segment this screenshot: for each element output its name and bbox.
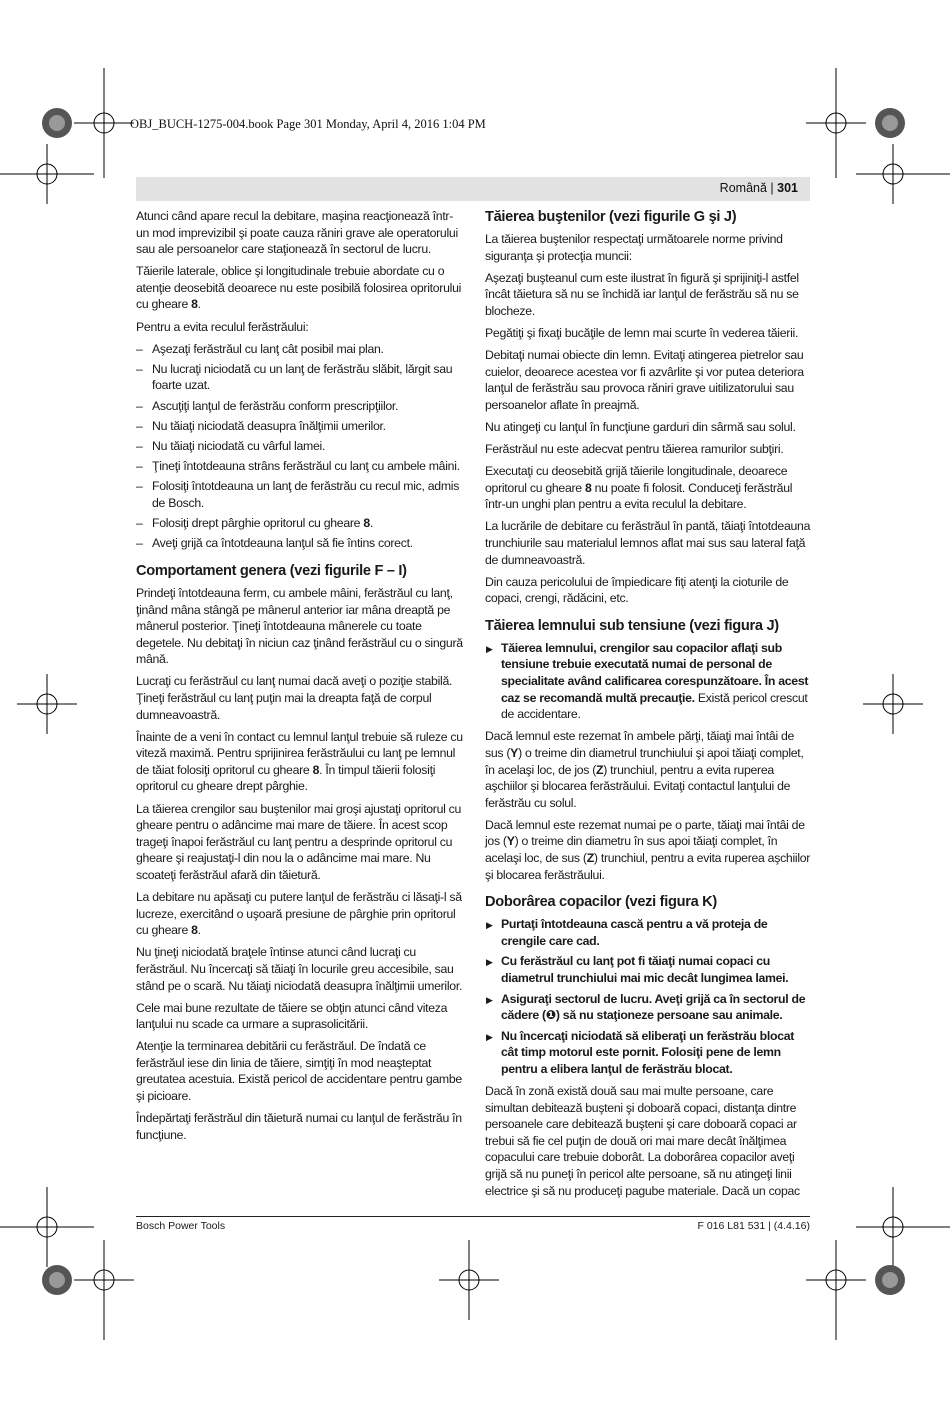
paragraph: Atenţie la terminarea debitării cu ferăstrăul. De îndată ce ferăstrăul iese din linia de tăiere, simţiţi în mod neaşteptat greutatea acestuia. Există pericol de accidentare pentru gambe şi picioare. <box>136 1039 462 1104</box>
paragraph: Pentru a evita reculul ferăstrăului: <box>136 319 309 334</box>
registration-mark-icon <box>806 68 950 204</box>
page-number: 301 <box>777 181 798 195</box>
warning-item: ▶ Purtaţi întotdeauna cască pentru a vă proteja de crengile care cad. <box>485 916 813 949</box>
paragraph: Executaţi cu deosebită grijă tăierile longitudinale, deoarece opritorul cu gheare 8 nu poate fi folosit. Conduceţi ferăstrăul într-un unghi plan pentru a evita reculul la debitare. <box>485 464 793 512</box>
list-item: – Nu tăiaţi niciodată deasupra înălţimii umerilor. <box>136 418 464 435</box>
paragraph: La debitare nu apăsaţi cu putere lanţul de ferăstrău ci lăsaţi-l să lucreze, exercitând o uşoară presiune de pârghie prin opritorul cu gheare 8. <box>136 890 462 938</box>
list-item: – Ascuţiţi lanţul de ferăstrău conform prescripţiilor. <box>136 398 464 415</box>
list-item: – Folosiţi drept pârghie opritorul cu gheare 8. <box>136 515 464 532</box>
dash-list <box>136 341 464 552</box>
footer-brand: Bosch Power Tools <box>136 1220 226 1232</box>
section-heading: Doborârea copacilor (vezi figura K) <box>485 894 717 911</box>
warning-list <box>485 640 813 723</box>
fall-zone-symbol-icon: ❶ <box>545 1008 556 1023</box>
paragraph: Înainte de a veni în contact cu lemnul lanţul trebuie să ruleze cu viteză maximă. Pentru sprijinirea ferăstrăului cu lanţ pe lemnul de tăiat folosiţi opritorul cu gheare 8. În timpul tăierii folosiţi opritorul cu gheare drept pârghie. <box>136 729 463 794</box>
paragraph: La tăierea buştenilor respectaţi următoarele norme privind siguranţa şi protecţia muncii: <box>485 232 783 263</box>
paragraph: Atunci când apare recul la debitare, maşina reacţionează într-un mod imprevizibil şi poate cauza răniri grave ale operatorului sau ale persoanelor care staţionează în sectorul de lucru. <box>136 209 458 257</box>
section-heading: Tăierea lemnului sub tensiune (vezi figura J) <box>485 617 779 634</box>
header-language: Română <box>719 181 767 195</box>
paragraph: Dacă lemnul este rezemat în ambele părţi, tăiaţi mai întâi de sus (Y) o treime din diametrul trunchiului şi apoi tăiaţi complet, în acelaşi loc, de jos (Z) trunchiul, pentru a evita ruperea aşchiilor şi blocarea ferăstrăului. Evitaţi contactul lanţului de ferăstrău cu solul. <box>485 729 804 810</box>
warning-item: ▶ Asiguraţi sectorul de lucru. Aveţi grijă ca în sectorul de cădere (❶) să nu staţioneze persoane sau animale. <box>485 991 813 1024</box>
warning-item: ▶ Cu ferăstrăul cu lanţ pot fi tăiaţi numai copaci cu diametrul trunchiului mai mic decât lungimea lamei. <box>485 953 813 986</box>
paragraph: Aşezaţi buşteanul cum este ilustrat în figură şi sprijiniţi-l astfel încât tăietura să nu se închidă iar lanţul de ferăstrău să nu se blocheze. <box>485 270 799 318</box>
registration-mark-icon <box>0 1187 950 1340</box>
paragraph: Nu ţineţi niciodată braţele întinse atunci când lucraţi cu ferăstrăul. Nu încercaţi să tăiaţi în locurile greu accesibile, sau stând pe o scară. Nu tăiaţi niciodată deasupra înălţimii umerilor. <box>136 945 463 993</box>
paragraph: Debitaţi numai obiecte din lemn. Evitaţi atingerea pietrelor sau cuielor, deoarece acestea vor fi azvârlite şi vor putea deteriora lanţul de ferăstrău sau provoca răniri grave uitilizatorului sau persoanelor aflate în preajmă. <box>485 348 804 412</box>
paragraph: Dacă lemnul este rezemat numai pe o parte, tăiaţi mai întâi de jos (Y) o treime din diametru în sus apoi tăiaţi complet, în acelaşi loc, de sus (Z) trunchiul, pentru a evita ruperea aşchiilor şi blocarea ferăstrăului. <box>485 817 811 882</box>
list-item: – Aşezaţi ferăstrăul cu lanţ cât posibil mai plan. <box>136 341 464 358</box>
registration-mark-icon <box>0 68 134 204</box>
warning-list <box>485 916 813 1077</box>
left-column <box>136 208 464 1149</box>
warning-item: ▶ Nu încercaţi niciodată să eliberaţi un ferăstrău blocat cât timp motorul este pornit. Folosiţi pene de lemn pentru a elibera lanţul de ferăstrău blocat. <box>485 1028 813 1078</box>
print-info: OBJ_BUCH-1275-004.book Page 301 Monday, April 4, 2016 1:04 PM <box>130 117 486 131</box>
list-item: – Aveţi grijă ca întotdeauna lanţul să fie întins corect. <box>136 535 464 552</box>
paragraph: Pegătiţi şi fixaţi bucăţile de lemn mai scurte în vederea tăierii. <box>485 325 799 340</box>
page-header <box>136 177 810 201</box>
header-separator: | <box>770 181 774 195</box>
paragraph: Nu atingeţi cu lanţul în funcţiune garduri din sârmă sau solul. <box>485 419 796 434</box>
section-heading: Tăierea buştenilor (vezi figurile G şi J) <box>485 209 737 225</box>
paragraph: La tăierea crengilor sau buştenilor mai groşi ajustaţi opritorul cu gheare pentru o adâncime mai mare de tăiere. În acest scop trageţi înapoi ferăstrăul cu lanţ pentru a desprinde opritorul cu gheare şi reajustaţi-l din nou la o adâncime mai mare. Nu scoateţi ferăstrăul afară din tăietură. <box>136 801 462 882</box>
list-item: – Ţineţi întotdeauna strâns ferăstrăul cu lanţ cu ambele mâini. <box>136 458 464 475</box>
paragraph: Prindeţi întotdeauna ferm, cu ambele mâini, ferăstrăul cu lanţ, ţinând mâna stângă pe mânerul anterior iar mâna dreaptă pe mânerul posterior. Ţineţi întotdeauna mânerele cu toate degetele. Nu debitaţi în niciun caz ţinând ferăstrăul cu o singură mână. <box>136 585 463 667</box>
paragraph: La lucrările de debitare cu ferăstrăul în pantă, tăiaţi întotdeauna trunchiurile sau materialul lemnos aflat mai sus sau lateral faţă de dumneavoastră. <box>485 519 811 567</box>
right-column <box>485 208 813 1205</box>
list-item: – Nu tăiaţi niciodată cu vârful lamei. <box>136 438 464 455</box>
paragraph: Cele mai bune rezultate de tăiere se obţin atunci când viteza lanţului nu scade ca urmare a suprasolicitării. <box>136 1000 448 1032</box>
list-item: – Nu lucraţi niciodată cu un lanţ de ferăstrău slăbit, lărgit sau foarte uzat. <box>136 361 464 394</box>
paragraph: Tăierile laterale, oblice şi longitudinale trebuie abordate cu o atenţie deosebită deoarece nu este posibilă folosirea opritorului cu gheare 8. <box>136 264 462 312</box>
footer-divider <box>136 1216 810 1217</box>
paragraph: Dacă în zonă există două sau mai multe persoane, care simultan debitează buşteni şi doboară copaci, distanţa dintre persoanele care debitează buşteni şi care doboară copaci ar trebui să fie cel puţin de două ori mai mare decât înălţimea copacului care trebuie doborât. La doborârea copacilor aveţi grijă să nu puneţi în pericol alte persoane, să nu atingeţi linii electrice şi să nu produceţi pagube materiale. Dacă un copac <box>485 1084 800 1198</box>
paragraph: Îndepărtaţi ferăstrăul din tăietură numai cu lanţul de ferăstrău în funcţiune. <box>136 1111 462 1142</box>
paragraph: Din cauza pericolului de împiedicare fiţi atenţi la cioturile de copaci, crengi, rădăcini, etc. <box>485 574 789 606</box>
paragraph: Lucraţi cu ferăstrăul cu lanţ numai dacă aveţi o poziţie stabilă. Ţineţi ferăstrăul cu lanţ puţin mai la dreapta faţă de corpul dumneavoastră. <box>136 674 453 722</box>
paragraph: Ferăstrăul nu este adecvat pentru tăierea ramurilor subţiri. <box>485 442 784 457</box>
footer-code: F 016 L81 531 | (4.4.16) <box>697 1220 810 1232</box>
section-heading: Comportament genera (vezi figurile F – I) <box>136 562 407 579</box>
header-text <box>720 181 798 195</box>
list-item: – Folosiţi întotdeauna un lanţ de ferăstrău cu recul mic, admis de Bosch. <box>136 478 464 511</box>
warning-item: ▶ Tăierea lemnului, crengilor sau copacilor aflaţi sub tensiune trebuie executată numai de personal de specialitate având calificarea corespunzătoare. În acest caz se recomandă multă precauţie. Există pericol crescut de accidentare. <box>485 640 813 723</box>
